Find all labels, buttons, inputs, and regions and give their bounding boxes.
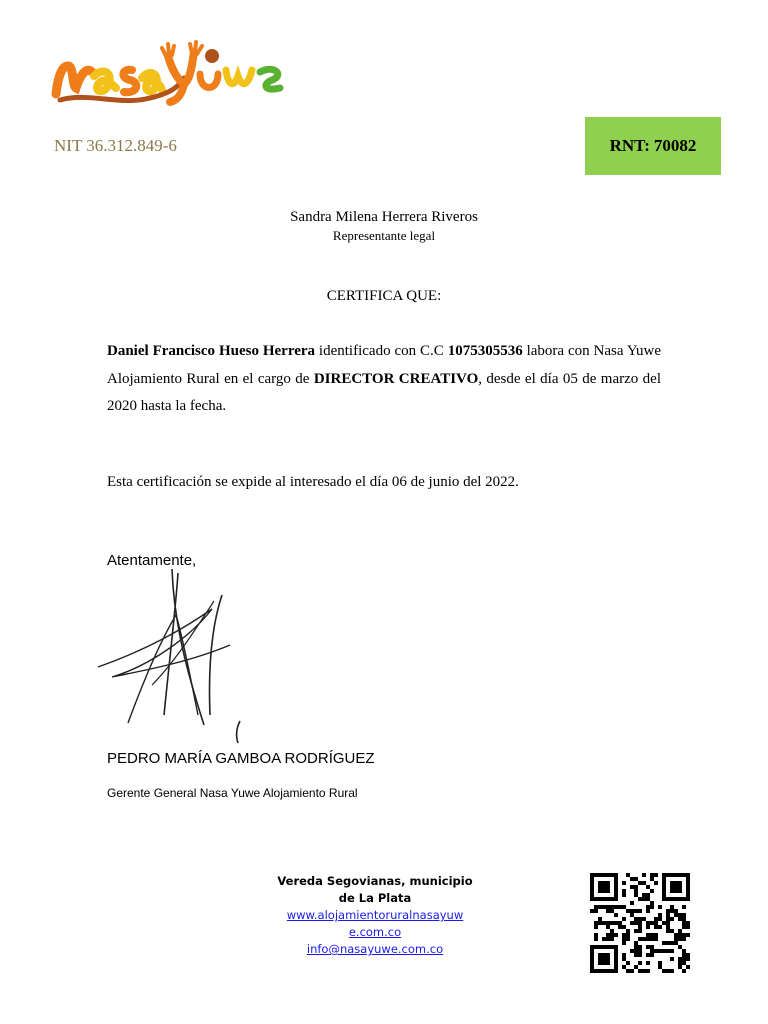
- signer-title: Gerente General Nasa Yuwe Alojamiento Rural: [107, 786, 358, 800]
- rnt-value: 70082: [653, 136, 697, 155]
- email-link[interactable]: info@nasayuwe.com.co: [306, 942, 444, 956]
- qr-code: [590, 872, 690, 974]
- id-number: 1075305536: [447, 343, 523, 359]
- website-link-part-2[interactable]: e.com.co: [348, 925, 402, 939]
- rnt-label: RNT:: [609, 136, 650, 155]
- body-text-2: labora con Nasa Yuwe Alojamiento Rural en el cargo de: [107, 343, 661, 387]
- representative-title: Representante legal: [332, 228, 436, 243]
- position: DIRECTOR CREATIVO: [313, 370, 479, 387]
- footer-contact: [270, 873, 480, 958]
- website-link-part-1[interactable]: www.alojamientoruralnasayuw: [286, 908, 464, 922]
- nasayuwe-logo: [50, 36, 285, 108]
- address-line-2: de La Plata: [338, 891, 412, 905]
- closing: Atentamente,: [107, 552, 197, 569]
- issue-statement: Esta certificación se expide al interesado el día 06 de junio del 2022.: [107, 474, 519, 490]
- body-text-3: , desde el día 05 de marzo del 2020 hasta la fecha.: [107, 370, 661, 414]
- signer-name: PEDRO MARÍA GAMBOA RODRÍGUEZ: [107, 750, 375, 767]
- certificate-body: [107, 338, 661, 421]
- certifica-heading: CERTIFICA QUE:: [326, 288, 442, 304]
- rnt-badge: [585, 117, 721, 175]
- signature: [92, 565, 252, 745]
- body-text-1: identificado con C.C: [315, 343, 448, 359]
- address-line-1: Vereda Segovianas, municipio: [277, 874, 473, 888]
- representative-name: Sandra Milena Herrera Riveros: [290, 209, 478, 225]
- employee-name: Daniel Francisco Hueso Herrera: [107, 343, 316, 359]
- nit-number: NIT 36.312.849-6: [54, 136, 177, 155]
